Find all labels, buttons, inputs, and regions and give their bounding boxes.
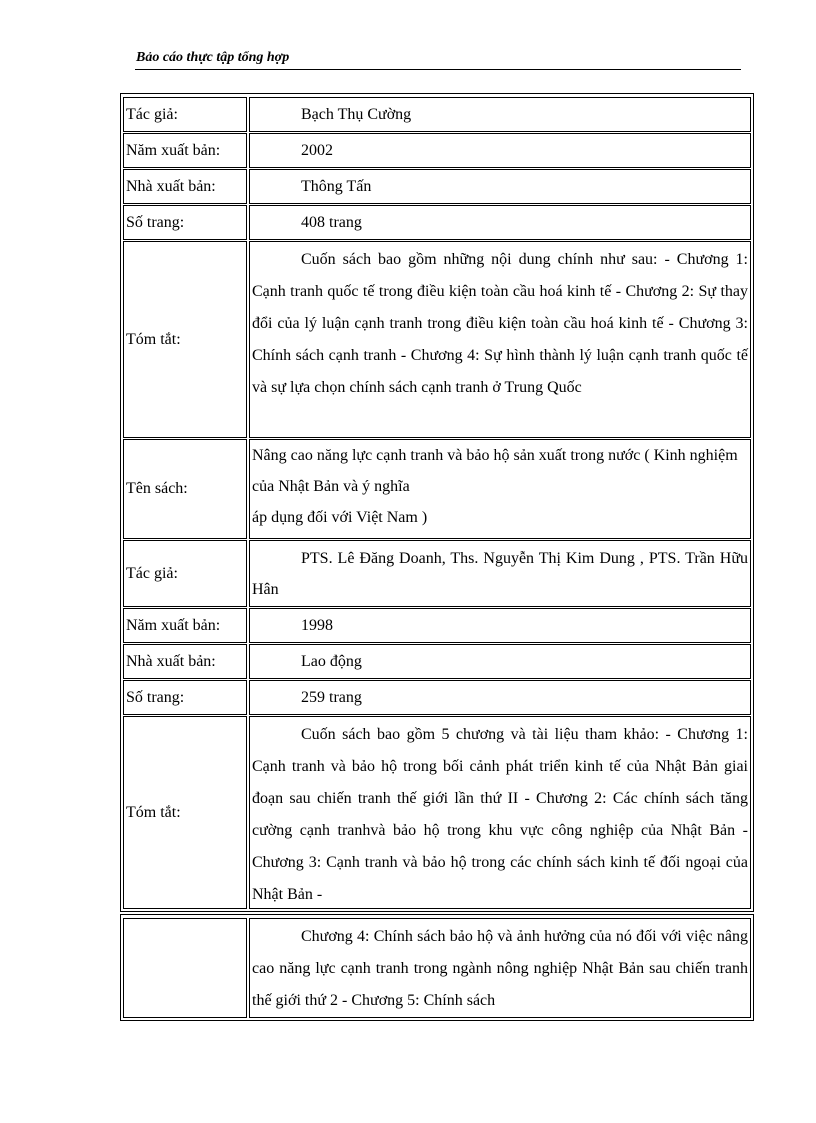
year-value: 2002 <box>301 141 333 159</box>
value-cell <box>249 716 751 909</box>
label-cell <box>123 540 247 607</box>
publisher-label: Nhà xuất bản: <box>126 652 216 670</box>
table-row <box>123 439 751 539</box>
label-cell <box>123 133 247 168</box>
book-info-table <box>120 93 754 912</box>
table-row <box>123 241 751 438</box>
publisher-label: Nhà xuất bản: <box>126 177 216 195</box>
value-cell <box>249 608 751 643</box>
summary-continuation: Chương 4: Chính sách bảo hộ và ảnh hưởng của nó đối với việc nâng cao năng lực cạnh tranh trong ngành nông nghiệp Nhật Bản sau chiến tranh thế giới thứ 2 - Chương 5: Chính sách <box>252 928 748 1009</box>
label-cell <box>123 205 247 240</box>
value-cell <box>249 205 751 240</box>
pages-value: 259 trang <box>301 688 362 706</box>
value-cell <box>249 918 751 1018</box>
continuation-table <box>120 914 754 1021</box>
value-cell <box>249 169 751 204</box>
pages-value: 408 trang <box>301 213 362 231</box>
table-row <box>123 97 751 132</box>
label-cell <box>123 680 247 715</box>
table-row <box>123 644 751 679</box>
table-row <box>123 918 751 1018</box>
table-row <box>123 133 751 168</box>
value-cell <box>249 439 751 539</box>
label-cell <box>123 918 247 1018</box>
value-cell <box>249 97 751 132</box>
label-cell <box>123 241 247 438</box>
label-cell <box>123 608 247 643</box>
table-row <box>123 680 751 715</box>
author-label: Tác giả: <box>126 564 178 582</box>
author-value: PTS. Lê Đăng Doanh, Ths. Nguyễn Thị Kim Dung , PTS. Trần Hữu Hân <box>252 550 748 598</box>
year-label: Năm xuất bản: <box>126 616 221 634</box>
year-value: 1998 <box>301 616 333 634</box>
author-value: Bạch Thụ Cường <box>301 105 412 123</box>
summary-label: Tóm tắt: <box>126 803 181 821</box>
label-cell <box>123 169 247 204</box>
year-label: Năm xuất bản: <box>126 141 221 159</box>
table-row <box>123 608 751 643</box>
pages-label: Số trang: <box>126 688 185 706</box>
value-cell <box>249 133 751 168</box>
publisher-value: Lao động <box>301 652 362 670</box>
pages-label: Số trang: <box>126 213 185 231</box>
value-cell <box>249 680 751 715</box>
table-row <box>123 540 751 607</box>
value-cell <box>249 540 751 607</box>
publisher-value: Thông Tấn <box>301 177 372 195</box>
summary-label: Tóm tắt: <box>126 330 181 348</box>
page-header <box>135 49 741 70</box>
header-title: Bảo cáo thực tập tổng hợp <box>136 50 290 65</box>
label-cell <box>123 644 247 679</box>
label-cell <box>123 439 247 539</box>
summary-value: Cuốn sách bao gồm những nội dung chính như sau: - Chương 1: Cạnh tranh quốc tế trong điều kiện toàn cầu hoá kinh tế - Chương 2: Sự thay đổi của lý luận cạnh tranh trong điều kiện toàn cầu hoá kinh tế - Chương 3: Chính sách cạnh tranh - Chương 4: Sự hình thành lý luận cạnh tranh quốc tế và sự lựa chọn chính sách cạnh tranh ở Trung Quốc <box>252 251 748 396</box>
table-row <box>123 716 751 909</box>
author-label: Tác giả: <box>126 105 178 123</box>
summary-value: Cuốn sách bao gồm 5 chương và tài liệu tham khảo: - Chương 1: Cạnh tranh và bảo hộ trong bối cảnh phát triển kinh tế của Nhật Bản giai đoạn sau chiến tranh thế giới lần thứ II - Chương 2: Các chính sách tăng cường cạnh tranhvà bảo hộ trong khu vực công nghiệp của Nhật Bản - Chương 3: Cạnh tranh và bảo hộ trong các chính sách kinh tế đối ngoại của Nhật Bản - <box>252 726 748 903</box>
table-row <box>123 169 751 204</box>
label-cell <box>123 97 247 132</box>
label-cell <box>123 716 247 909</box>
value-cell <box>249 241 751 438</box>
value-cell <box>249 644 751 679</box>
title-label: Tên sách: <box>126 480 188 497</box>
title-value: Nâng cao năng lực cạnh tranh và bảo hộ sản xuất trong nước ( Kinh nghiệm của Nhật Bản và ý nghĩa áp dụng đối với Việt Nam ) <box>252 447 738 526</box>
table-row <box>123 205 751 240</box>
